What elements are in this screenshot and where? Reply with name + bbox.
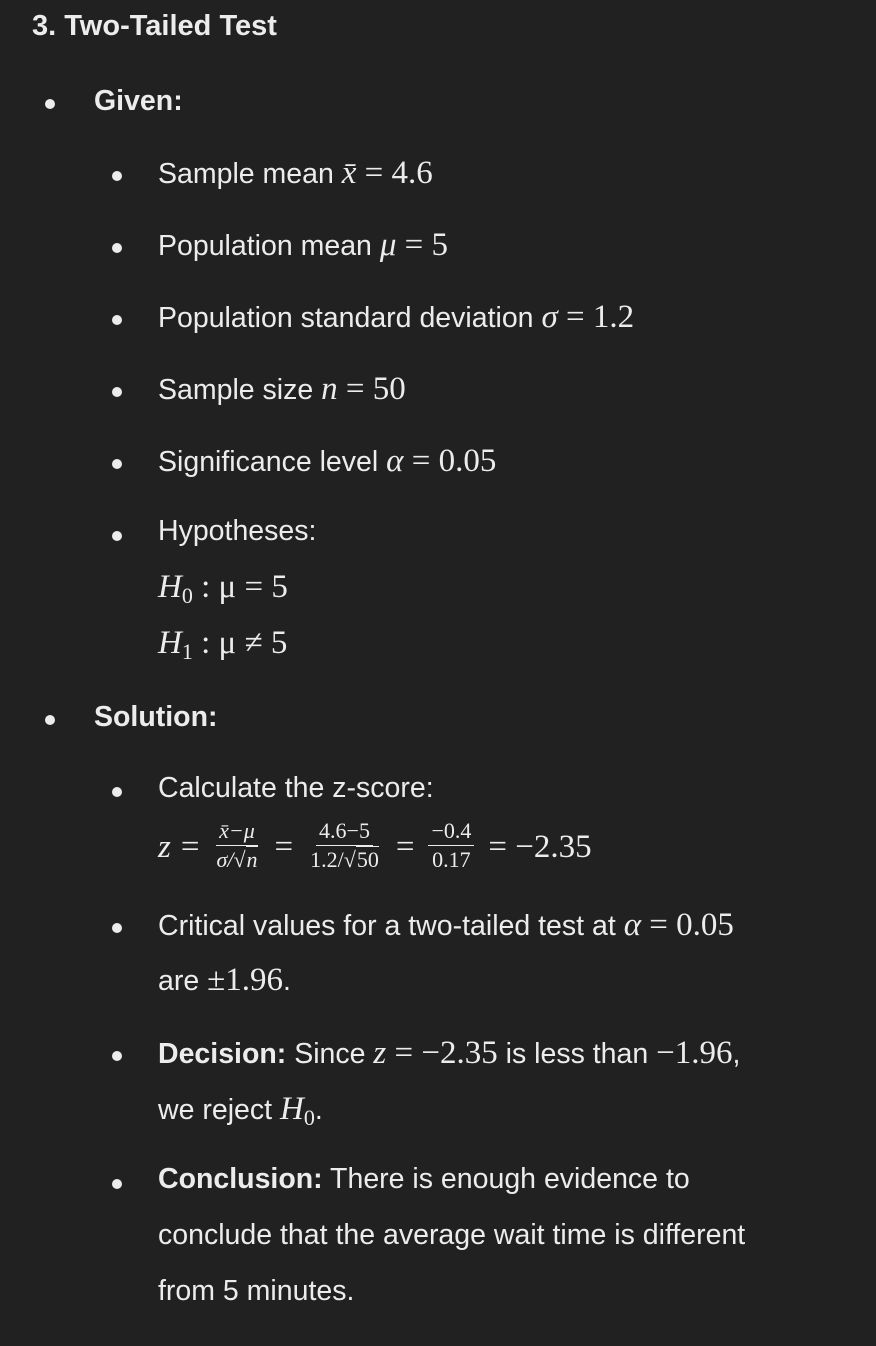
population-sd-value: = 1.2 [557,299,635,335]
decision-text-3: we reject [158,1094,280,1126]
h1-symbol: H [158,625,182,661]
significance-item [158,443,496,480]
h1-statement: : μ ≠ 5 [192,625,288,661]
critical-value: ±1.96 [207,962,283,998]
decision-text-2: is less than [497,1038,657,1070]
h0-symbol: H [158,569,182,605]
bullet-critical [112,923,122,933]
bullet-sample-size [112,387,122,397]
significance-text: Significance level [158,446,387,478]
critical-period: . [283,965,291,997]
sample-size-item [158,371,406,408]
zscore-label: Calculate the z-score: [158,772,434,804]
alternative-hypothesis [158,625,287,665]
conclusion-line-3: from 5 minutes. [158,1275,355,1307]
h0-statement: : μ = 5 [192,569,288,605]
conclusion-line-1 [158,1163,690,1196]
fraction-simplified-numerator: −0.4 [428,819,474,845]
decision-z-value: = −2.35 [386,1035,498,1071]
bullet-solution [45,715,55,725]
significance-value: = 0.05 [403,443,497,479]
bullet-hypotheses [112,531,122,541]
equals-3: = [395,828,415,865]
zscore-equation [158,817,592,877]
sqrt-radicand-1: n [246,846,258,872]
sample-size-text: Sample size [158,374,322,406]
sqrt-radicand-2: 50 [356,846,379,872]
population-sd-symbol: σ [541,299,558,335]
decision-z-symbol: z [373,1035,387,1071]
hypotheses-label: Hypotheses: [158,515,317,547]
sample-size-symbol: n [321,371,338,407]
population-mean-symbol: μ [379,227,397,263]
h1-subscript: 1 [181,639,193,664]
z-symbol: z [158,828,171,865]
null-hypothesis [158,569,288,609]
decision-period: . [314,1094,323,1126]
fraction-symbolic [213,819,260,870]
decision-text-1: Since [286,1038,374,1070]
population-mean-value: = 5 [396,227,449,263]
significance-symbol: α [386,443,404,479]
conclusion-line-2: conclude that the average wait time is different [158,1219,746,1251]
decision-h-subscript: 0 [303,1105,315,1130]
population-mean-item [158,227,448,264]
fraction-simplified-denominator: 0.17 [432,846,471,872]
population-sd-item [158,299,634,336]
decision-comma: , [732,1038,741,1070]
bullet-population-mean [112,243,122,253]
section-heading: 3. Two-Tailed Test [32,10,277,42]
population-mean-text: Population mean [158,230,380,262]
solution-label: Solution: [94,701,218,733]
bullet-decision [112,1051,122,1061]
given-label: Given: [94,85,183,117]
sqrt-sign-1: √ [233,846,246,872]
decision-critical-value: −1.96 [656,1035,733,1071]
critical-alpha: α = 0.05 [623,907,734,943]
bullet-conclusion [112,1179,122,1189]
sample-mean-symbol: x̄ [341,155,357,191]
fraction-numeric-numerator: 4.6−5 [316,819,373,845]
conclusion-text-1: There is enough evidence to [322,1163,690,1195]
bullet-significance [112,459,122,469]
fraction-symbolic-numerator: x̄−μ [216,819,258,845]
h0-subscript: 0 [181,583,193,608]
sample-mean-text: Sample mean [158,158,342,190]
decision-line-2 [158,1091,323,1131]
critical-text: Critical values for a two-tailed test at [158,910,624,942]
population-sd-text: Population standard deviation [158,302,542,334]
bullet-given [45,99,55,109]
bullet-zscore [112,787,122,797]
fraction-numeric-denominator: 1.2/ [310,846,344,872]
fraction-simplified [428,819,474,870]
critical-line-2 [158,962,291,999]
critical-line-1 [158,907,734,944]
decision-h-symbol: H [279,1091,304,1127]
sqrt-sign-2: √ [343,846,356,872]
zscore-result: = −2.35 [488,828,592,865]
fraction-numeric [307,819,382,870]
equals-1: = [180,828,200,865]
sample-mean-value: = 4.6 [356,155,433,191]
critical-text-2: are [158,965,208,997]
equals-2: = [274,828,294,865]
decision-label: Decision: [158,1038,287,1070]
bullet-population-sd [112,315,122,325]
decision-line-1 [158,1035,740,1072]
bullet-sample-mean [112,171,122,181]
sample-size-value: = 50 [337,371,406,407]
fraction-symbolic-denominator: σ/ [216,846,234,872]
conclusion-label: Conclusion: [158,1163,323,1195]
sample-mean-item [158,155,433,192]
